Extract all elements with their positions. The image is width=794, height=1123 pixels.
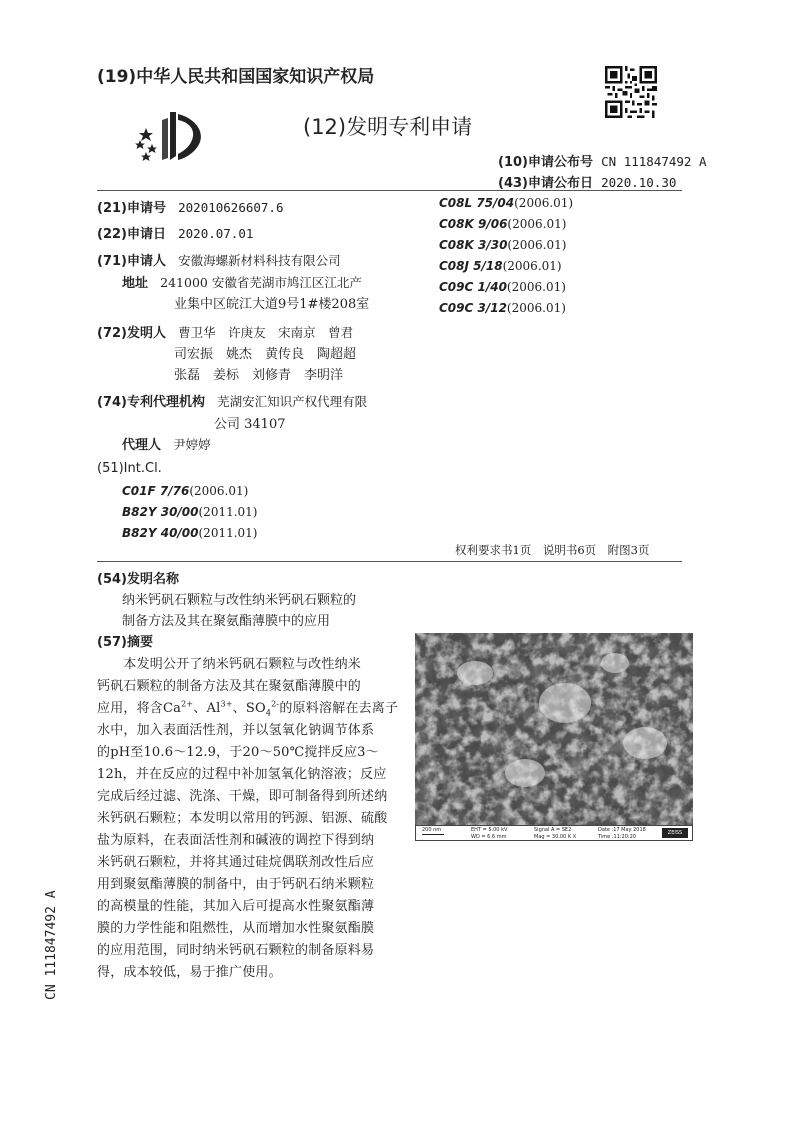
abstract-superscript: 2+ <box>181 699 194 709</box>
sem-eht: EHT = 5.00 kV <box>471 827 508 833</box>
sem-magnification: Mag = 30.00 K X <box>534 834 577 840</box>
application-number: 202010626607.6 <box>178 200 284 215</box>
sem-scale-label: 200 nm <box>422 827 442 833</box>
abstract-line: 膜的力学性能和阻燃性，从而增加水性聚氨酯膜 <box>97 921 375 936</box>
application-date-row <box>97 223 253 242</box>
section-divider <box>97 561 682 562</box>
inventors-row <box>97 322 353 341</box>
application-date: 2020.07.01 <box>178 226 254 241</box>
publication-number-label: (10)申请公布号 <box>498 155 593 170</box>
abstract-text: 的原料溶解在去离子 <box>279 701 399 716</box>
side-publication-number: CN 111847492 A <box>44 890 59 1000</box>
agent-row <box>122 434 211 453</box>
classification-code: C09C 3/12 <box>439 301 507 315</box>
publication-date-row <box>498 172 676 191</box>
classification-version: (2006.01) <box>502 259 562 273</box>
inventors-line: 张磊 姜标 刘修青 李明洋 <box>174 368 344 383</box>
agent-name: 尹婷婷 <box>173 437 211 452</box>
classification-item <box>439 280 566 295</box>
classification-item <box>439 259 562 274</box>
abstract-line: 盐为原料，在表面活性剂和碱液的调控下得到纳 <box>97 833 375 848</box>
sem-signal: Signal A = SE2 <box>534 827 572 833</box>
application-number-row <box>97 197 283 216</box>
classification-item <box>439 238 566 253</box>
publication-number: CN 111847492 A <box>601 154 707 169</box>
abstract-text: 应用，将含Ca <box>97 701 182 716</box>
intcl-code: B82Y 40/00 <box>122 526 199 540</box>
classification-code: C08K 3/30 <box>439 238 508 252</box>
abstract-label: (57)摘要 <box>97 635 153 650</box>
address-line: 业集中区皖江大道9号1#楼208室 <box>174 297 370 312</box>
classification-item <box>439 217 566 232</box>
sem-date: Date :17 May 2018 <box>598 827 646 833</box>
application-number-label: (21)申请号 <box>97 201 166 216</box>
abstract-line: 米钙矾石颗粒，并将其通过硅烷偶联剂改性后应 <box>97 855 375 870</box>
intcl-version: (2011.01) <box>198 505 258 519</box>
inventors-line: 曹卫华 许庚友 宋南京 曾君 <box>178 325 354 340</box>
sem-info-bar <box>415 825 693 841</box>
classification-item <box>439 301 566 316</box>
abstract-text: 、SO <box>232 701 266 716</box>
agent-label: 代理人 <box>122 438 162 453</box>
applicant-row <box>97 250 341 269</box>
classification-version: (2006.01) <box>507 238 567 252</box>
abstract-subscript: 4 <box>265 708 272 718</box>
invention-title-line: 纳米钙矾石颗粒与改性纳米钙矾石颗粒的 <box>122 593 357 608</box>
abstract-line: 水中，加入表面活性剂，并以氢氧化钠调节体系 <box>97 723 375 738</box>
inventors-label: (72)发明人 <box>97 326 166 341</box>
publication-date-label: (43)申请公布日 <box>498 176 593 191</box>
publication-date: 2020.10.30 <box>601 175 677 190</box>
classification-version: (2006.01) <box>507 217 567 231</box>
abstract-line: 钙矾石颗粒的制备方法及其在聚氨酯薄膜中的 <box>97 679 362 694</box>
sem-micrograph <box>415 633 693 825</box>
address-label: 地址 <box>122 276 149 291</box>
sem-wd: WD = 6.6 mm <box>471 834 507 840</box>
application-date-label: (22)申请日 <box>97 227 166 242</box>
classification-code: C08J 5/18 <box>439 259 503 273</box>
intcl-version: (2006.01) <box>189 484 249 498</box>
sem-scale-bar <box>422 834 444 835</box>
classification-code: C08K 9/06 <box>439 217 508 231</box>
abstract-line: 得，成本较低，易于推广使用。 <box>97 965 282 980</box>
address-line: 241000 安徽省芜湖市鸠江区江北产 <box>160 275 362 290</box>
abstract-line: 的应用范围，同时纳米钙矾石颗粒的制备原料易 <box>97 943 375 958</box>
abstract-line: 12h，并在反应的过程中补加氢氧化钠溶液；反应 <box>97 767 387 782</box>
abstract-superscript: 3+ <box>220 699 233 709</box>
sem-time: Time :11:20:20 <box>598 834 636 840</box>
intcl-code: B82Y 30/00 <box>122 505 199 519</box>
agency-name: 公司 34107 <box>214 417 286 432</box>
pages-summary: 权利要求书1页 说明书6页 附图3页 <box>455 543 650 557</box>
intcl-code: C01F 7/76 <box>122 484 190 498</box>
applicant: 安徽海螺新材料科技有限公司 <box>178 253 341 268</box>
intcl-item <box>122 505 258 520</box>
intcl-label: (51)Int.Cl. <box>97 461 162 476</box>
intcl-item <box>122 526 258 541</box>
abstract-line: 米钙矾石颗粒；本发明以常用的钙源、铝源、硫酸 <box>97 811 388 826</box>
document-type: (12)发明专利申请 <box>303 115 473 139</box>
agency-name: 芜湖安汇知识产权代理有限 <box>217 394 368 409</box>
abstract-line: 的高模量的性能，其加入后可提高水性聚氨酯薄 <box>97 899 375 914</box>
classification-version: (2006.01) <box>506 301 566 315</box>
publication-number-row <box>498 151 706 170</box>
classification-version: (2006.01) <box>506 280 566 294</box>
classification-code: C09C 1/40 <box>439 280 507 294</box>
qr-code <box>605 66 657 118</box>
abstract-text: 、Al <box>193 701 221 716</box>
classification-version: (2006.01) <box>514 196 574 210</box>
office-name: (19)中华人民共和国国家知识产权局 <box>97 67 375 87</box>
invention-title-line: 制备方法及其在聚氨酯薄膜中的应用 <box>122 614 331 629</box>
intcl-item <box>122 484 248 499</box>
abstract-superscript: 2- <box>271 699 280 709</box>
abstract-line: 用到聚氨酯薄膜的制备中，由于钙矾石纳米颗粒 <box>97 877 375 892</box>
address-row <box>122 272 362 291</box>
abstract-line: 的pH至10.6～12.9，于20～50℃搅拌反应3～ <box>97 745 379 760</box>
cnipa-logo <box>132 108 208 164</box>
classification-item <box>439 196 573 211</box>
applicant-label: (71)申请人 <box>97 254 166 269</box>
header-divider <box>97 190 682 191</box>
inventors-line: 司宏振 姚杰 黄传良 陶超超 <box>174 347 357 362</box>
intcl-version: (2011.01) <box>198 526 258 540</box>
abstract-line <box>97 697 399 718</box>
agency-label: (74)专利代理机构 <box>97 395 205 410</box>
abstract-line: 本发明公开了纳米钙矾石颗粒与改性纳米 <box>97 657 362 672</box>
title-label: (54)发明名称 <box>97 572 179 587</box>
classification-code: C08L 75/04 <box>439 196 515 210</box>
agency-row <box>97 391 367 410</box>
abstract-line: 完成后经过滤、洗涤、干燥，即可制备得到所述纳 <box>97 789 388 804</box>
zeiss-logo: ZEISS <box>662 828 688 838</box>
